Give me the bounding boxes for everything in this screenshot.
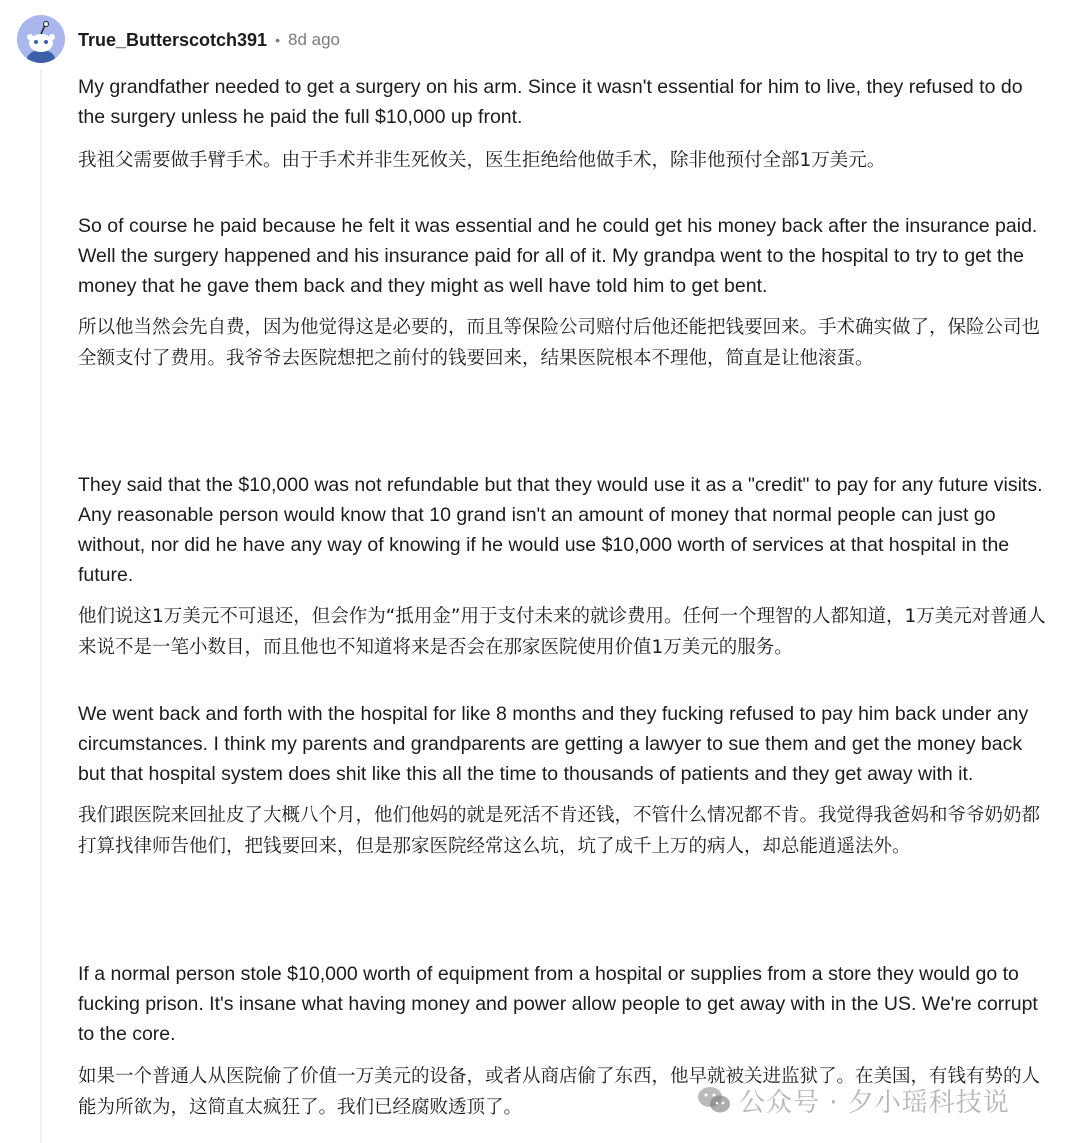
paragraph-3 [78,470,1053,663]
paragraph-1 [78,72,1053,176]
paragraph-english: If a normal person stole $10,000 worth of equipment from a hospital or supplies from a store they would go to fucking prison. It's insane what having money and power allow people to get away with in the US. We're corrupt to the core. [78,963,1038,1045]
thread-line[interactable] [40,70,42,1143]
reddit-snoo-avatar-icon [17,15,65,63]
paragraph-english: They said that the $10,000 was not refundable but that they would use it as a "credit" to pay for any future visits. Any reasonable person would know that 10 grand isn't an amount of money that normal people can just go without, nor did he have any way of knowing if he would use $10,000 worth of services at that hospital in the future. [78,474,1043,586]
watermark [697,1080,1010,1120]
timestamp[interactable]: 8d ago [287,30,340,49]
paragraph-4 [78,699,1053,862]
paragraph-chinese: 我们跟医院来回扯皮了大概八个月，他们他妈的就是死活不肯还钱，不管什么情况都不肯。我觉得我爸妈和爷爷奶奶都打算找律师告他们，把钱要回来，但是那家医院经常这么坑，坑了成千上万的病人，却总能逍遥法外。 [78,805,1041,857]
paragraph-chinese: 所以他当然会先自费，因为他觉得这是必要的，而且等保险公司赔付后他还能把钱要回来。手术确实做了，保险公司也全额支付了费用。我爷爷去医院想把之前付的钱要回来，结果医院根本不理他，简直是让他滚蛋。 [78,317,1041,369]
paragraph-2 [78,211,1053,374]
comment-header [78,28,340,52]
paragraph-english: My grandfather needed to get a surgery on his arm. Since it wasn't essential for him to live, they refused to do the surgery unless he paid the full $10,000 up front. [78,76,1023,128]
paragraph-chinese: 如果一个普通人从医院偷了价值一万美元的设备，或者从商店偷了东西，他早就被关进监狱了。在美国，有钱有势的人能为所欲为，这简直太疯狂了。我们已经腐败透顶了。 [78,1066,1041,1118]
paragraph-chinese: 他们说这1万美元不可退还，但会作为“抵用金”用于支付未来的就诊费用。任何一个理智的人都知道，1万美元对普通人来说不是一笔小数目，而且他也不知道将来是否会在那家医院使用价值1万美元的服务。 [78,606,1046,658]
wechat-icon [697,1086,731,1114]
paragraph-chinese: 我祖父需要做手臂手术。由于手术并非生死攸关，医生拒绝给他做手术，除非他预付全部1万美元。 [78,150,886,171]
paragraph-english: We went back and forth with the hospital for like 8 months and they fucking refused to pay him back under any circumstances. I think my parents and grandparents are getting a lawyer to sue them and get the money back but that hospital system does shit like this all the time to thousands of patients and they get away with it. [78,703,1029,785]
paragraph-english: So of course he paid because he felt it was essential and he could get his money back after the insurance paid. Well the surgery happened and his insurance paid for all of it. My grandpa went to the hospital to try to get the money that he gave them back and they might as well have told him to get bent. [78,215,1038,297]
username[interactable]: True_Butterscotch391 [78,29,268,50]
separator-dot: • [275,32,280,48]
user-avatar[interactable] [17,15,65,63]
watermark-text: 公众号 · 夕小瑶科技说 [739,1087,1010,1118]
